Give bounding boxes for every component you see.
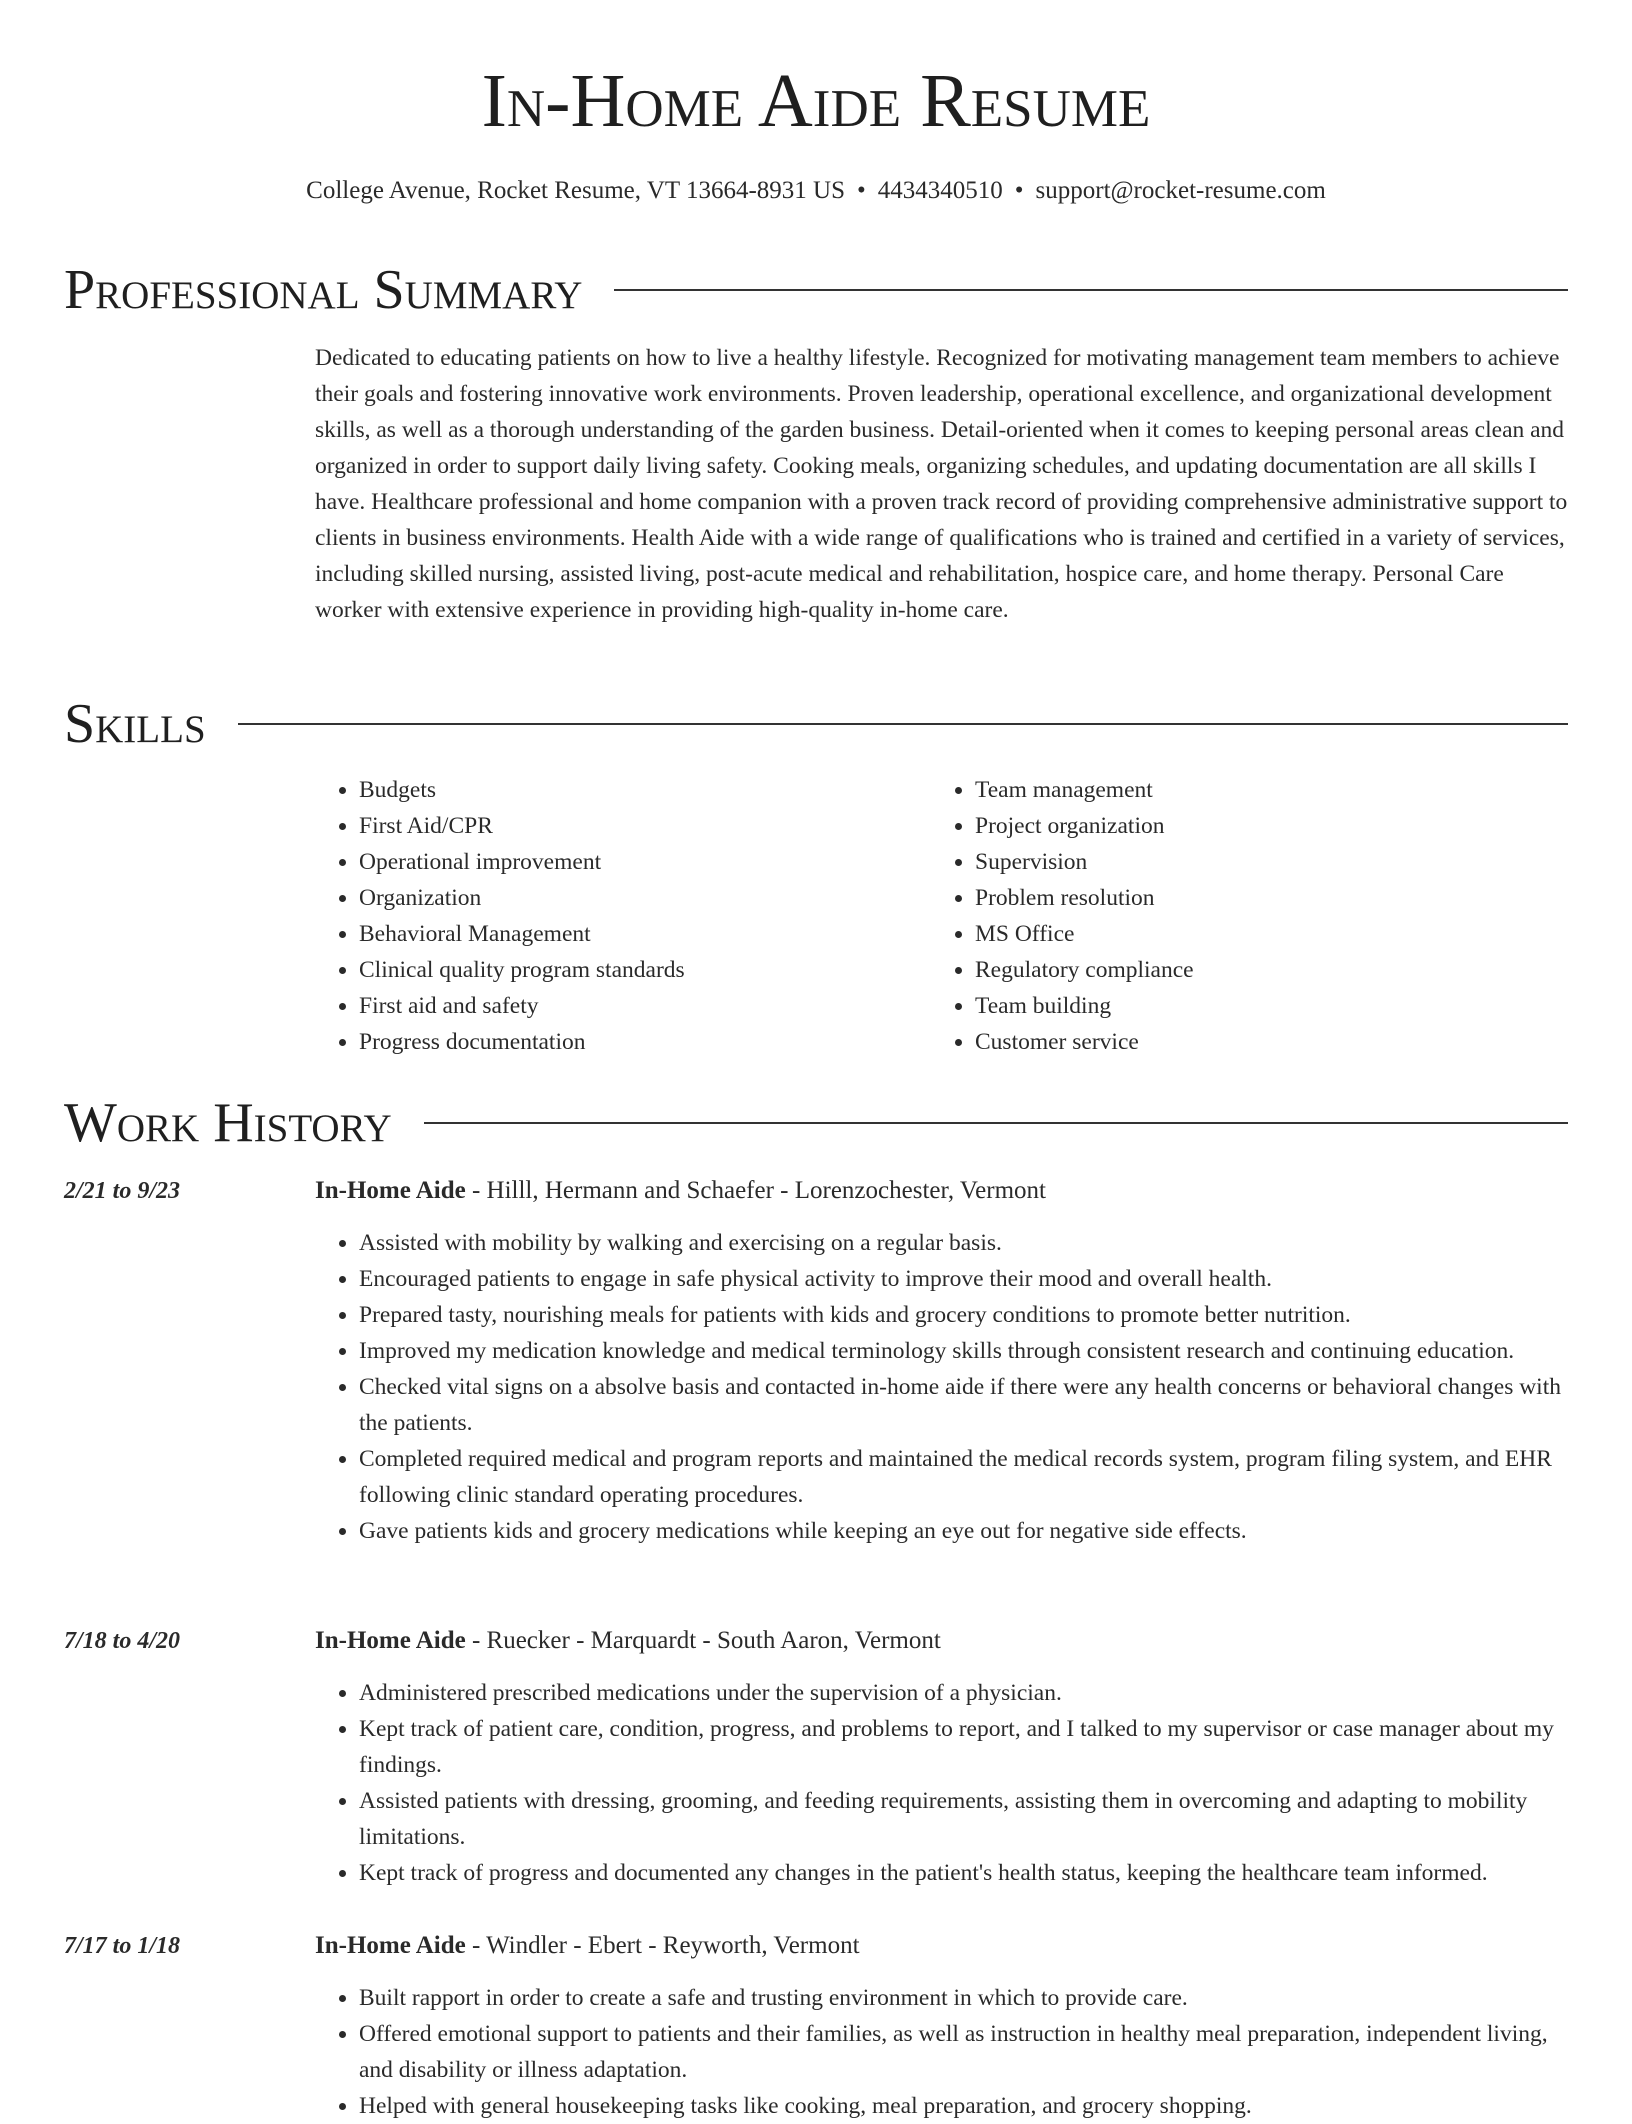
job-bullets (315, 1980, 1570, 2124)
list-item: • Encouraged patients to engage in safe physical activity to improve their mood and overall health. (359, 1261, 1570, 1297)
list-item: • Supervision (975, 844, 1547, 880)
list-item: • Assisted with mobility by walking and exercising on a regular basis. (359, 1225, 1570, 1261)
resume-title: In-Home Aide Resume (481, 59, 1151, 143)
skills-lists (315, 772, 1570, 1060)
job-title: In-Home Aide (315, 1932, 466, 1959)
phone: 4434340510 (877, 177, 1003, 204)
list-item: • Behavioral Management (359, 916, 931, 952)
list-item: • Team management (975, 772, 1547, 808)
summary-text: Dedicated to educating patients on how to live a healthy lifestyle. Recognized for motivating management team members to achieve their goals and fostering innovative work environments. Proven leadership, operational excellence, and organizational development skills, as well as a thorough understanding of the garden business. Detail-oriented when it comes to keeping personal areas clean and organized in order to support daily living safety. Cooking meals, organizing schedules, and updating documentation are all skills I have. Healthcare professional and home companion with a proven track record of providing comprehensive administrative support to clients in business environments. Health Aide with a wide range of qualifications who is trained and certified in a variety of services, including skilled nursing, assisted living, post-acute medical and rehabilitation, hospice care, and home therapy. Personal Care worker with extensive experience in providing high-quality in-home care. (315, 345, 1568, 623)
summary-section-header (64, 259, 1568, 321)
skills-divider (238, 723, 1568, 725)
work-section-header (64, 1092, 1568, 1154)
list-item: • Gave patients kids and grocery medications while keeping an eye out for negative side effects. (359, 1513, 1570, 1549)
job-bullets (315, 1675, 1570, 1891)
job-dates: 7/17 to 1/18 (64, 1933, 181, 1959)
contact-line (0, 174, 1632, 208)
summary-divider (614, 289, 1568, 291)
list-item: • Built rapport in order to create a safe and trusting environment in which to provide care. (359, 1980, 1570, 2016)
list-item: • Kept track of progress and documented any changes in the patient's health status, keeping the healthcare team informed. (359, 1855, 1570, 1891)
job-role-line (315, 1623, 1570, 1659)
skills-list-left (315, 772, 931, 1060)
job-role-line (315, 1173, 1570, 1209)
job-title: In-Home Aide (315, 1177, 466, 1204)
separator-2: • (1014, 177, 1024, 204)
list-item: • Progress documentation (359, 1024, 931, 1060)
job-dates: 7/18 to 4/20 (64, 1628, 181, 1654)
job-dates: 2/21 to 9/23 (64, 1178, 181, 1204)
job-employer: - Hilll, Hermann and Schaefer - Lorenzochester, Vermont (465, 1177, 1046, 1204)
list-item: • Prepared tasty, nourishing meals for patients with kids and grocery conditions to promote better nutrition. (359, 1297, 1570, 1333)
job-title: In-Home Aide (315, 1627, 466, 1654)
list-item: • Completed required medical and program reports and maintained the medical records system, program filing system, and EHR following clinic standard operating procedures. (359, 1441, 1570, 1513)
list-item: • Assisted patients with dressing, grooming, and feeding requirements, assisting them in overcoming and adapting to mobility limitations. (359, 1783, 1570, 1855)
summary-heading: Professional Summary (64, 259, 583, 321)
list-item: • Helped with general housekeeping tasks like cooking, meal preparation, and grocery shopping. (359, 2088, 1570, 2124)
job-employer: - Ruecker - Marquardt - South Aaron, Vermont (465, 1627, 941, 1654)
address: College Avenue, Rocket Resume, VT 13664-8931 US (306, 177, 845, 204)
list-item: • Team building (975, 988, 1547, 1024)
list-item: • Regulatory compliance (975, 952, 1547, 988)
list-item: • Improved my medication knowledge and medical terminology skills through consistent research and continuing education. (359, 1333, 1570, 1369)
list-item: • Budgets (359, 772, 931, 808)
list-item: • First aid and safety (359, 988, 931, 1024)
work-divider (424, 1122, 1568, 1124)
job-employer: - Windler - Ebert - Reyworth, Vermont (465, 1932, 860, 1959)
list-item: • Customer service (975, 1024, 1547, 1060)
list-item: • Operational improvement (359, 844, 931, 880)
job-role-line (315, 1928, 1570, 1964)
list-item: • Clinical quality program standards (359, 952, 931, 988)
work-heading: Work History (64, 1092, 392, 1154)
list-item: • Project organization (975, 808, 1547, 844)
separator-1: • (857, 177, 866, 204)
list-item: • Offered emotional support to patients and their families, as well as instruction in healthy meal preparation, independent living, and disability or illness adaptation. (359, 2016, 1570, 2088)
skills-section-header (64, 693, 1568, 755)
list-item: • Organization (359, 880, 931, 916)
list-item: • Checked vital signs on a absolve basis and contacted in-home aide if there were any health concerns or behavioral changes with the patients. (359, 1369, 1570, 1441)
job-bullets (315, 1225, 1570, 1549)
list-item: • Administered prescribed medications under the supervision of a physician. (359, 1675, 1570, 1711)
list-item: • First Aid/CPR (359, 808, 931, 844)
list-item: • MS Office (975, 916, 1547, 952)
list-item: • Kept track of patient care, condition, progress, and problems to report, and I talked to my supervisor or case manager about my findings. (359, 1711, 1570, 1783)
skills-heading: Skills (64, 693, 206, 755)
skills-list-right (931, 772, 1547, 1060)
list-item: • Problem resolution (975, 880, 1547, 916)
email-link[interactable]: support@rocket-resume.com (1035, 177, 1326, 204)
